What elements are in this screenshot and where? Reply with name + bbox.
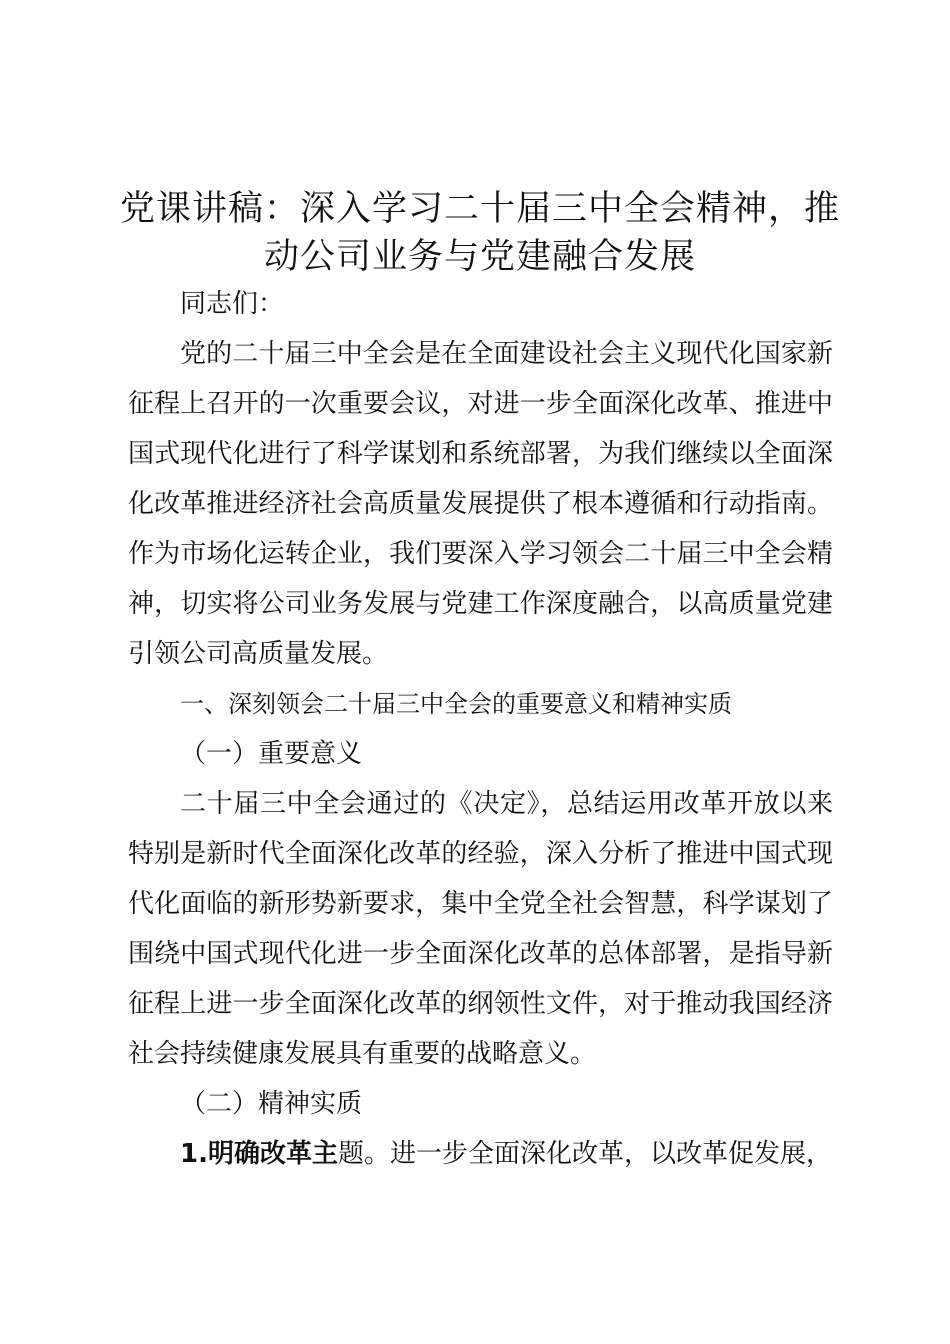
paragraph-1-line: 党的二十届三中全会是在全面建设社会主义现代化国家新 <box>180 339 833 369</box>
paragraph-2-line: 社会持续健康发展具有重要的战略意义。 <box>128 1039 597 1069</box>
paragraph-1-line: 引领公司高质量发展。 <box>128 639 389 669</box>
paragraph-1-line: 神，切实将公司业务发展与党建工作深度融合，以高质量党建 <box>128 589 833 619</box>
paragraph-1-line: 作为市场化运转企业，我们要深入学习领会二十届三中全会精 <box>128 539 833 569</box>
paragraph-2-line: 二十届三中全会通过的《决定》，总结运用改革开放以来 <box>180 789 833 819</box>
paragraph-2-line: 征程上进一步全面深化改革的纲领性文件，对于推动我国经济 <box>128 989 833 1019</box>
subsection-1-heading: （一）重要意义 <box>180 739 363 769</box>
point-1-line <box>180 1134 833 1174</box>
paragraph-1-line: 化改革推进经济社会高质量发展提供了根本遵循和行动指南。 <box>128 489 833 519</box>
paragraph-2-line: 特别是新时代全面深化改革的经验，深入分析了推进中国式现 <box>128 839 833 869</box>
paragraph-2-line: 围绕中国式现代化进一步全面深化改革的总体部署，是指导新 <box>128 939 833 969</box>
document-title-line-1: 党课讲稿：深入学习二十届三中全会精神，推 <box>120 189 841 229</box>
subsection-2-heading: （二）精神实质 <box>180 1089 363 1119</box>
section-1-heading: 一、深刻领会二十届三中全会的重要意义和精神实质 <box>180 690 732 718</box>
point-1-label: 1.明确改革主 <box>180 1139 338 1169</box>
document-title-line-2: 动公司业务与党建融合发展 <box>263 237 696 277</box>
point-1-text: 题。进一步全面深化改革，以改革促发展， <box>337 1139 832 1169</box>
paragraph-2-line: 代化面临的新形势新要求，集中全党全社会智慧，科学谋划了 <box>128 889 833 919</box>
paragraph-1-line: 征程上召开的一次重要会议，对进一步全面深化改革、推进中 <box>128 389 833 419</box>
paragraph-1-line: 国式现代化进行了科学谋划和系统部署，为我们继续以全面深 <box>128 439 833 469</box>
salutation: 同志们： <box>180 289 285 319</box>
